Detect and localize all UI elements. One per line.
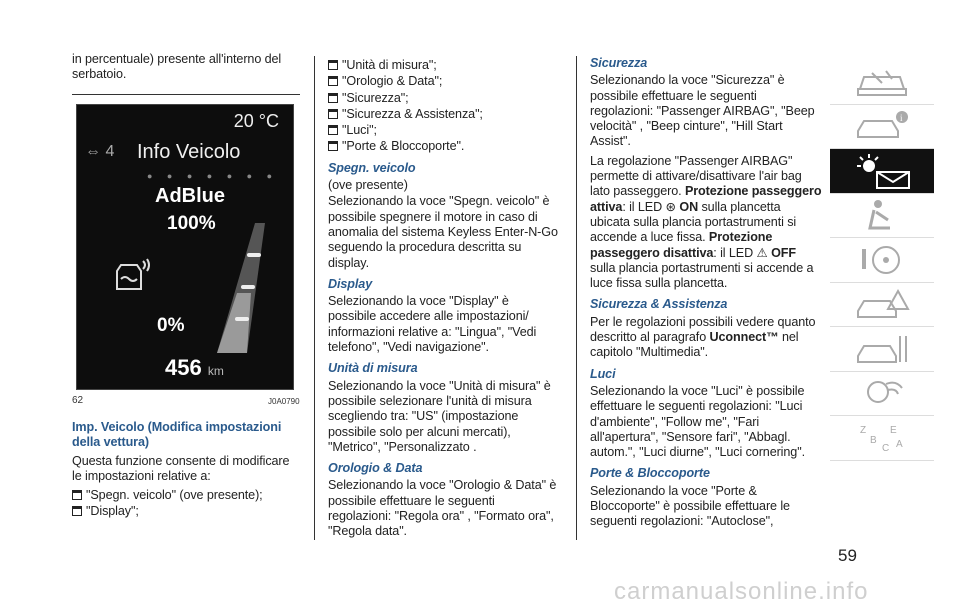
- para: Selezionando la voce "Unità di misura" è possibile selezionare l'unità di misura scegliendo tra: "US" (impostazione possibile solo per alcuni mercati), "Metrico", "Personalizzato .: [328, 378, 551, 454]
- adblue-tank-icon: [113, 255, 153, 295]
- tab-emergency[interactable]: [830, 283, 934, 328]
- list-item: "Spegn. veicolo" (ove presente);: [72, 488, 300, 503]
- tab-car-info[interactable]: [830, 105, 934, 150]
- watermark: carmanualsonline.info: [614, 578, 869, 604]
- svg-text:i: i: [900, 113, 903, 124]
- list-item: "Orologio & Data";: [328, 74, 560, 89]
- car-front-icon: [852, 65, 912, 99]
- list-item: "Display";: [72, 504, 300, 519]
- divider: [72, 94, 300, 95]
- airbag-led-icon: ⊛: [665, 199, 676, 214]
- para: Selezionando la voce "Spegn. veicolo" è possibile spegnere il motore in caso di anomalia del sistema Keyless Enter-N-Go seguendo la procedura descritta su display.: [328, 194, 558, 270]
- subheading-porte: Porte & Bloccoporte: [590, 466, 710, 481]
- page-number: 59: [838, 546, 857, 565]
- subheading-unita: Unità di misura: [328, 361, 418, 376]
- level-bottom: 0%: [157, 315, 185, 336]
- figure-number: 62: [72, 395, 84, 406]
- display-title: Info Veicolo: [137, 141, 241, 163]
- subheading-spegn: Spegn. veicolo: [328, 160, 416, 175]
- index-letters-icon: [852, 421, 912, 455]
- column-1-lower: [72, 420, 300, 521]
- svg-text:A: A: [896, 438, 903, 450]
- subheading-display: Display: [328, 276, 373, 291]
- tab-safety[interactable]: [830, 194, 934, 239]
- subheading-assistenza: Sicurezza & Assistenza: [590, 297, 728, 312]
- level-gauge: [207, 223, 267, 353]
- column-3: [590, 56, 822, 534]
- dashboard-lights-icon: [847, 152, 917, 190]
- list-item: "Luci";: [328, 123, 560, 138]
- tab-car[interactable]: [830, 60, 934, 105]
- column-1: [72, 52, 300, 87]
- list-item: "Sicurezza & Assistenza";: [328, 107, 560, 122]
- range-unit: km: [207, 364, 224, 378]
- dashboard-image: [76, 104, 294, 390]
- svg-text:C: C: [882, 442, 890, 454]
- page-dots: ● ● ● ● ● ● ●: [147, 171, 279, 181]
- para: Selezionando la voce "Display" è possibile accedere alle impostazioni/ informazioni relative a: "Lingua", "Vedi telefono", "Vedi navigazione".: [328, 294, 537, 355]
- intro-text: in percentuale) presente all'interno del serbatoio.: [72, 52, 282, 82]
- gear-value: 4: [105, 143, 115, 160]
- car-tools-icon: [852, 332, 912, 366]
- para: Selezionando la voce "Luci" è possibile effettuare le seguenti regolazioni: "Luci d'ambiente", "Follow me", "Fari all'apertura", "Sensore fari", "Abbagl. autom.", "Luci diurne", "Luci cornering".: [590, 383, 805, 460]
- adblue-label: AdBlue: [155, 185, 225, 207]
- airbag-off-icon: ⚠: [756, 245, 768, 260]
- section-heading: Imp. Veicolo (Modifica impostazioni della vettura): [72, 420, 282, 450]
- para: Selezionando la voce "Porte & Bloccoporte" è possibile effettuare le seguenti regolazioni: "Autoclose",: [590, 483, 790, 529]
- figure-code: J0A0790: [268, 397, 300, 406]
- chapter-tabs: [830, 60, 934, 461]
- subheading-orologio: Orologio & Data: [328, 461, 423, 476]
- para: Selezionando la voce "Sicurezza" è possibile effettuare le seguenti regolazioni: "Passenger AIRBAG", "Beep velocità" , "Beep cinture", "Hill Start Assist".: [590, 73, 815, 149]
- steering-wheel-icon: [852, 243, 912, 277]
- tab-index[interactable]: [830, 416, 934, 461]
- column-2: [328, 58, 560, 544]
- section-para: Questa funzione consente di modificare le impostazioni relative a:: [72, 453, 290, 483]
- level-top: 100%: [167, 213, 216, 234]
- car-warning-icon: [852, 287, 912, 321]
- list-item: "Sicurezza";: [328, 91, 560, 106]
- list-item: "Unità di misura";: [328, 58, 560, 73]
- airbag-seat-icon: [852, 198, 912, 232]
- subheading-sicurezza: Sicurezza: [590, 56, 648, 70]
- gear-indicator: ⇔ 4: [85, 143, 115, 160]
- tab-multimedia[interactable]: [830, 372, 934, 417]
- column-divider: [576, 56, 577, 540]
- list-item: "Porte & Bloccoporte".: [328, 139, 560, 154]
- temperature: 20 °C: [233, 111, 279, 131]
- subheading-luci: Luci: [590, 366, 616, 381]
- range-readout: [165, 355, 224, 381]
- column-divider: [314, 56, 315, 540]
- tab-driving[interactable]: [830, 238, 934, 283]
- svg-text:E: E: [890, 424, 897, 436]
- para: La regolazione "Passenger AIRBAG" permette di attivare/disattivare l'air bag lato passeggero. Protezione passeggero attiva: il LED ⊛ ON sulla plancetta ubicata sulla plancia portastrumenti si accende a luce fissa. Protezione passeggero disattiva: il LED ⚠ OFF sulla plancia portastrumenti si accende a luce fissa sulla plancetta.: [590, 153, 822, 291]
- range-value: 456: [165, 355, 202, 380]
- tab-dashboard[interactable]: [830, 149, 934, 194]
- para: (ove presente): [328, 178, 408, 193]
- para: Selezionando la voce "Orologio & Data" è possibile effettuare le seguenti regolazioni: "Regola ora" , "Formato ora", "Regola data".: [328, 478, 557, 539]
- para: Per le regolazioni possibili vedere quanto descritto al paragrafo Uconnect™ nel capitolo "Multimedia".: [590, 314, 816, 360]
- svg-text:B: B: [870, 434, 877, 446]
- tab-maintenance[interactable]: [830, 327, 934, 372]
- multimedia-icon: [852, 376, 912, 410]
- svg-text:Z: Z: [860, 424, 867, 436]
- car-info-icon: [852, 109, 912, 143]
